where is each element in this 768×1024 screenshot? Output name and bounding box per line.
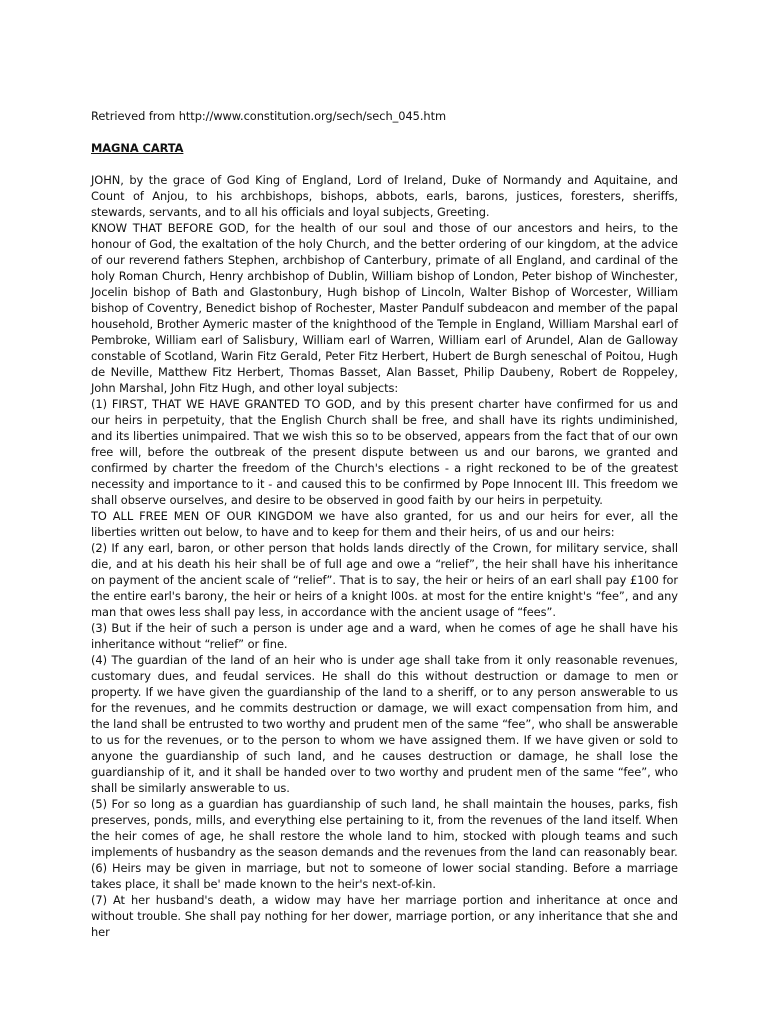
paragraph-clause-5: (5) For so long as a guardian has guardianship of such land, he shall maintain the houses, parks, fish preserves, ponds, mills, and everything else pertaining to it, from the revenues of the land itself. When the heir comes of age, he shall restore the whole land to him, stocked with plough teams and such implements of husbandry as the season demands and the revenues from the land can reasonably bear.	[91, 797, 678, 859]
paragraph-free-men: TO ALL FREE MEN OF OUR KINGDOM we have also granted, for us and our heirs for ever, all the liberties written out below, to have and to keep for them and their heirs, of us and our heirs:	[91, 509, 678, 539]
document-body	[91, 108, 678, 940]
paragraph-clause-4: (4) The guardian of the land of an heir who is under age shall take from it only reasonable revenues, customary dues, and feudal services. He shall do this without destruction or damage to men or property. If we have given the guardianship of the land to a sheriff, or to any person answerable to us for the revenues, and he commits destruction or damage, we will exact compensation from him, and the land shall be entrusted to two worthy and prudent men of the same “fee”, who shall be answerable to us for the revenues, or to the person to whom we have assigned them. If we have given or sold to anyone the guardianship of such land, and he causes destruction or damage, he shall lose the guardianship of it, and it shall be handed over to two worthy and prudent men of the same “fee”, who shall be similarly answerable to us.	[91, 653, 678, 795]
paragraph-clause-2: (2) If any earl, baron, or other person that holds lands directly of the Crown, for military service, shall die, and at his death his heir shall be of full age and owe a “relief”, the heir shall have his inheritance on payment of the ancient scale of “relief”. That is to say, the heir or heirs of an earl shall pay £100 for the entire earl's barony, the heir or heirs of a knight l00s. at most for the entire knight's “fee”, and any man that owes less shall pay less, in accordance with the ancient usage of “fees”.	[91, 541, 678, 619]
paragraph-clause-1: (1) FIRST, THAT WE HAVE GRANTED TO GOD, and by this present charter have confirmed for us and our heirs in perpetuity, that the English Church shall be free, and shall have its rights undiminished, and its liberties unimpaired. That we wish this so to be observed, appears from the fact that of our own free will, before the outbreak of the present dispute between us and our barons, we granted and confirmed by charter the freedom of the Church's elections - a right reckoned to be of the greatest necessity and importance to it - and caused this to be confirmed by Pope Innocent III. This freedom we shall observe ourselves, and desire to be observed in good faith by our heirs in perpetuity.	[91, 397, 678, 507]
paragraph-clause-3: (3) But if the heir of such a person is under age and a ward, when he comes of age he shall have his inheritance without “relief” or fine.	[91, 621, 678, 651]
paragraph-know-that: KNOW THAT BEFORE GOD, for the health of our soul and those of our ancestors and heirs, to the honour of God, the exaltation of the holy Church, and the better ordering of our kingdom, at the advice of our reverend fathers Stephen, archbishop of Canterbury, primate of all England, and cardinal of the holy Roman Church, Henry archbishop of Dublin, William bishop of London, Peter bishop of Winchester, Jocelin bishop of Bath and Glastonbury, Hugh bishop of Lincoln, Walter Bishop of Worcester, William bishop of Coventry, Benedict bishop of Rochester, Master Pandulf subdeacon and member of the papal household, Brother Aymeric master of the knighthood of the Temple in England, William Marshal earl of Pembroke, William earl of Salisbury, William earl of Warren, William earl of Arundel, Alan de Galloway constable of Scotland, Warin Fitz Gerald, Peter Fitz Herbert, Hubert de Burgh seneschal of Poitou, Hugh de Neville, Matthew Fitz Herbert, Thomas Basset, Alan Basset, Philip Daubeny, Robert de Roppeley, John Marshal, John Fitz Hugh, and other loyal subjects:	[91, 221, 678, 395]
paragraph-clause-7: (7) At her husband's death, a widow may have her marriage portion and inheritance at once and without trouble. She shall pay nothing for her dower, marriage portion, or any inheritance that she and her	[91, 893, 678, 939]
source-line: Retrieved from http://www.constitution.org/sech/sech_045.htm	[91, 109, 447, 123]
document-title: MAGNA CARTA	[91, 141, 184, 155]
paragraph-clause-6: (6) Heirs may be given in marriage, but not to someone of lower social standing. Before a marriage takes place, it shall be' made known to the heir's next-of-kin.	[91, 861, 678, 891]
paragraph-preamble: JOHN, by the grace of God King of England, Lord of Ireland, Duke of Normandy and Aquitaine, and Count of Anjou, to his archbishops, bishops, abbots, earls, barons, justices, foresters, sheriffs, stewards, servants, and to all his officials and loyal subjects, Greeting.	[91, 173, 678, 219]
